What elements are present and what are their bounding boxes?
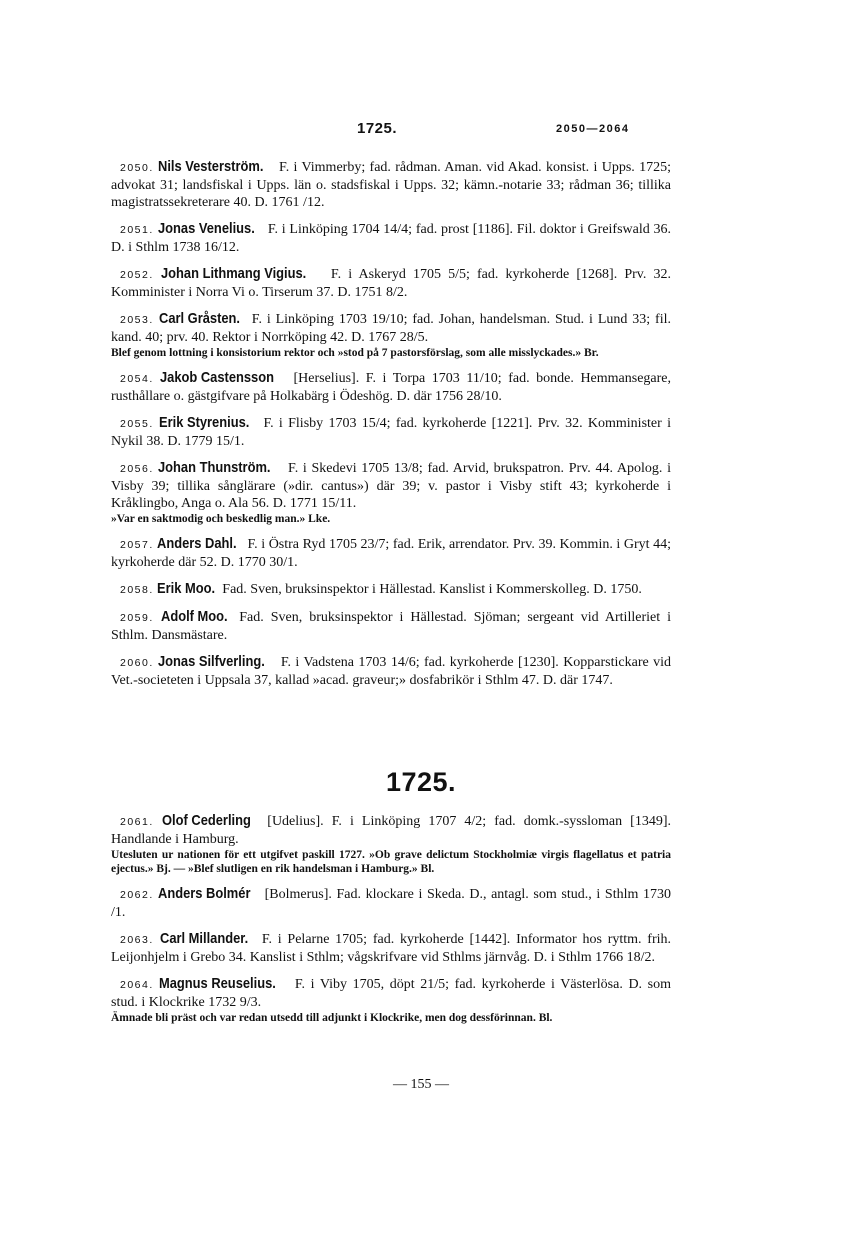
entry-note: »Var en saktmodig och beskedlig man.» Lke. — [111, 513, 331, 525]
entry-text: [Udelius]. F. i Linköping 1707 4/2; fad. domk.-syssloman [1349]. Handlande i Hamburg. — [111, 814, 671, 847]
entry-number: 2060. — [120, 657, 154, 669]
entry-text: [Herselius]. F. i Torpa 1703 11/10; fad. bonde. Hemmansegare, rusthållare o. gästgifvare på Holkabärg i Ödeshög. D. där 1756 28/10. — [111, 371, 672, 404]
entry — [111, 608, 671, 644]
entry-text: F. i Flisby 1703 15/4; fad. kyrkoherde [1221]. Prv. 32. Komminister i Nykil 38. D. 1779 15/1. — [111, 416, 671, 449]
entry — [111, 885, 671, 921]
entry-number: 2052. — [120, 269, 154, 281]
entries-column-top — [111, 158, 671, 698]
entry-name: Erik Moo. — [157, 580, 216, 597]
entry — [111, 812, 671, 876]
entry-number: 2057. — [120, 539, 154, 551]
entry-name: Carl Millander. — [159, 930, 248, 947]
entry-number: 2063. — [120, 934, 154, 946]
entry-number: 2061. — [120, 816, 154, 828]
entry-name: Anders Dahl. — [157, 535, 237, 552]
entry — [111, 975, 671, 1025]
header-range: 2050—2064 — [556, 123, 630, 135]
running-header — [0, 120, 842, 144]
entry-text: [Bolmerus]. Fad. klockare i Skeda. D., antagl. som stud., i Sthlm 1730 /1. — [111, 887, 671, 920]
entry — [111, 310, 671, 360]
header-year: 1725. — [357, 120, 398, 137]
entry-name: Johan Thunström. — [158, 459, 272, 476]
entry — [111, 220, 671, 256]
entry-note: Blef genom lottning i konsistorium rektor och »stod på 7 pastorsförslag, som alle misslyckades.» Br. — [111, 347, 599, 359]
section-year-heading: 1725. — [385, 767, 457, 797]
entry — [111, 653, 671, 689]
entry-text: F. i Vimmerby; fad. rådman. Aman. vid Akad. konsist. i Upps. 1725; advokat 31; landsfiskal i Upps. län o. stadsfiskal i Upps. 32; kämn.-notarie 33; rådman 36; tillika magistratssekreterare 40. D. 1761 /12. — [111, 160, 671, 210]
entry-number: 2053. — [120, 314, 154, 326]
entry-number: 2050. — [120, 162, 154, 174]
entry-number: 2058. — [120, 584, 154, 596]
entry-number: 2055. — [120, 418, 154, 430]
entry-number: 2059. — [120, 612, 154, 624]
entry — [111, 369, 671, 405]
entry-name: Johan Lithmang Vigius. — [160, 265, 307, 282]
entry-name: Carl Gråsten. — [158, 310, 240, 327]
entry-name: Jonas Silfverling. — [158, 653, 266, 670]
entry — [111, 580, 671, 599]
entry-text: F. i Vadstena 1703 14/6; fad. kyrkoherde [1230]. Kopparstickare vid Vet.-societeten i Uppsala 37, kallad »acad. graveur;» dosfabrikör i Sthlm 47. D. där 1747. — [111, 655, 672, 688]
entry-name: Anders Bolmér — [158, 885, 251, 902]
entry-name: Olof Cederling — [161, 812, 251, 829]
page-number: — 155 — — [393, 1077, 449, 1092]
entry — [111, 459, 671, 526]
entry-text: F. i Linköping 1703 19/10; fad. Johan, handelsman. Stud. i Lund 33; fil. kand. 40; prv. 40. Rektor i Norrköping 42. D. 1767 28/5. — [111, 312, 671, 345]
entry-text: Fad. Sven, bruksinspektor i Hällestad. Sjöman; sergeant vid Artilleriet i Sthlm. Dansmästare. — [111, 610, 671, 643]
entry-text: F. i Linköping 1704 14/4; fad. prost [1186]. Fil. doktor i Greifswald 36. D. i Sthlm 1738 16/12. — [111, 222, 671, 255]
entry-name: Magnus Reuselius. — [159, 975, 277, 992]
entry — [111, 158, 671, 211]
entry — [111, 930, 671, 966]
entry-text: F. i Östra Ryd 1705 23/7; fad. Erik, arrendator. Prv. 39. Kommin. i Gryt 44; kyrkoherde där 52. D. 1770 30/1. — [111, 537, 672, 570]
entry-text: F. i Skedevi 1705 13/8; fad. Arvid, brukspatron. Prv. 44. Apolog. i Visby 39; tillika sånglärare (»dir. cantus») där 39; v. pastor i Visby stift 43; kyrkoherde i Kråklingbo, Anga o. Ala 56. D. 1771 15/11. — [111, 461, 671, 511]
entry-text: Fad. Sven, bruksinspektor i Hällestad. Kanslist i Kommerskolleg. D. 1750. — [218, 582, 642, 597]
entry-note: Utesluten ur nationen för ett utgifvet paskill 1727. »Ob grave delictum Stockholmiæ virgis flagellatus et patria ejectus.» Bj. — »Blef slutligen en rik handelsman i Hamburg.» Bl. — [111, 849, 671, 875]
entry-name: Nils Vesterström. — [158, 158, 264, 175]
entry-number: 2062. — [120, 889, 154, 901]
entries-column-bottom — [111, 812, 671, 1034]
entry-name: Jakob Castensson — [160, 369, 275, 386]
entry-text: F. i Askeryd 1705 5/5; fad. kyrkoherde [1268]. Prv. 32. Komminister i Norra Vi o. Tirserum 37. D. 1751 8/2. — [111, 267, 671, 300]
entry-number: 2056. — [120, 463, 154, 475]
entry-name: Adolf Moo. — [160, 608, 228, 625]
entry-name: Erik Styrenius. — [159, 414, 250, 431]
entry-name: Jonas Venelius. — [157, 220, 255, 237]
entry-note: Ämnade bli präst och var redan utsedd till adjunkt i Klockrike, men dog dessförinnan. Bl. — [111, 1012, 553, 1024]
entry — [111, 414, 671, 450]
entry-text: F. i Pelarne 1705; fad. kyrkoherde [1442]. Informator hos ryttm. frih. Leijonhjelm i Grebo 34. Kanslist i Sthlm; vågskrifvare vid Sthlms järnvåg. D. i Sthlm 1766 18/2. — [111, 932, 671, 965]
entry-number: 2051. — [120, 224, 154, 236]
entry-text: F. i Viby 1705, döpt 21/5; fad. kyrkoherde i Västerlösa. D. som stud. i Klockrike 1732 9/3. — [111, 977, 671, 1010]
entry — [111, 265, 671, 301]
entry-number: 2064. — [120, 979, 154, 991]
entry — [111, 535, 671, 571]
entry-number: 2054. — [120, 373, 154, 385]
